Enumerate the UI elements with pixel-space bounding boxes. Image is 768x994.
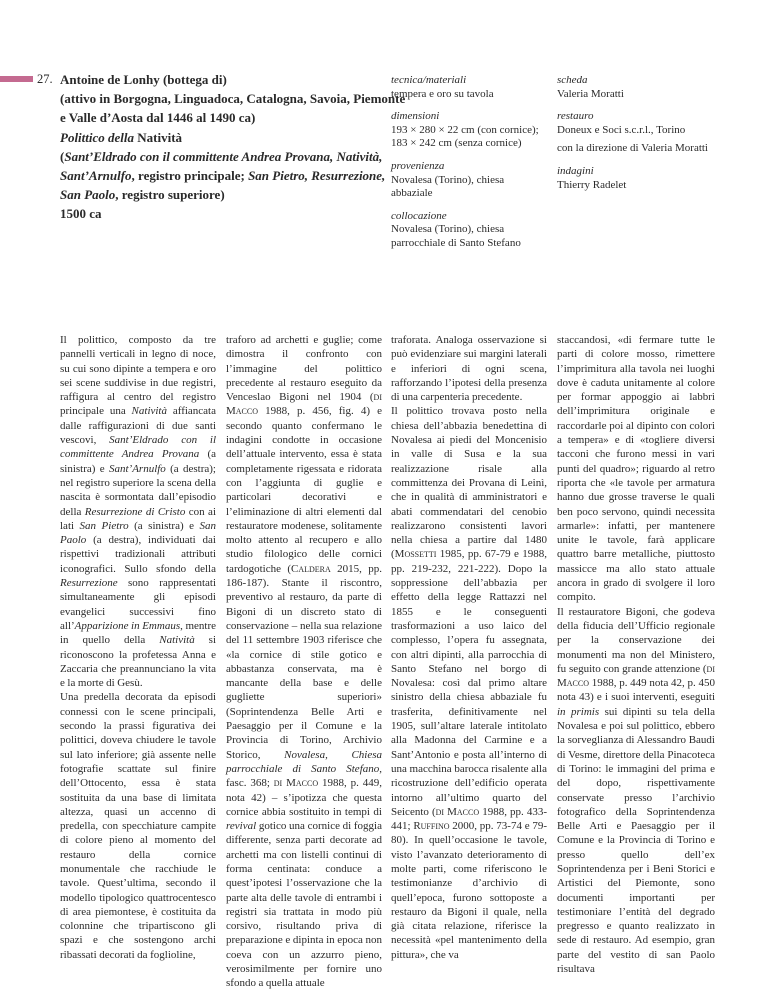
body-column-4 bbox=[557, 333, 715, 976]
body-column-1 bbox=[60, 333, 217, 961]
meta-label: restauro bbox=[557, 110, 594, 123]
metadata-column-left bbox=[391, 74, 541, 260]
meta-label: dimensioni bbox=[391, 110, 440, 123]
body-column-3 bbox=[391, 333, 547, 961]
artwork-title: Polittico della Natività bbox=[60, 129, 183, 145]
meta-entry-author bbox=[557, 74, 737, 101]
meta-label: provenienza bbox=[391, 159, 445, 172]
meta-value: 193 × 280 × 22 cm (con cornice); bbox=[391, 123, 539, 136]
meta-location bbox=[391, 210, 541, 251]
paragraph: staccandosi, «di fermare tutte le parti di colore mosso, rimettere l’imprimitura alla tavola nei luoghi dove è caduta unitamente al colore per formar appoggio ai labbri dell’imprimitura originale e raccordarle poi al dipinto con colori a tempera» e di «togliere diversi tacconi che furono messi in vari punti del quadro»; riguardo al retro riporta che «le tavole per armatura hanno due grosse traverse le quali ben poco servono, quindi necessita armarle»: infatti, per mantenere unite le tavole, farà applicare quattro barre metalliche, piuttosto massicce ma allo stato attuale ancora in grado di svolgere il loro compito. bbox=[557, 334, 715, 604]
paragraph: traforata. Analoga osservazione si può evidenziare sui margini laterali e inferiori di ogni scena, rafforzando l’ipotesi della presenza di una carpenteria precedente. bbox=[391, 334, 547, 404]
meta-value: Doneux e Soci s.c.r.l., Torino bbox=[557, 123, 686, 136]
meta-label: indagini bbox=[557, 164, 594, 177]
paragraph: Il polittico trovava posto nella chiesa dell’abbazia benedettina di Novalesa ai piedi del Moncenisio in valle di Susa e la sua realizzazione risale alla committenza dei Provana di Leinì, che in qualità di amministratori e abati commendatari del cenobio realizzarono consistenti lavori nella chiesa a partire dal 1480 (Mossetti 1985, pp. 67-79 e 1988, pp. 219-232, 221-222). Dopo la soppressione dell’abbazia per effetto della legge Rattazzi nel 1855 e le conseguenti trasformazioni a uso laico del complesso, l’opera fu assegnata, con altri dipinti, alla parrocchia di Santo Stefano nel borgo di Novalesa: così dal primo altare sinistro della chiesa abbaziale fu trasferita, definitivamente nel 1905, sull’altare laterale intitolato alla Madonna del Carmine e a Sant’Antonio e posta all’interno di una macchina barocca risalente alla ricostruzione dell’edificio operata intorno all’ultimo quarto del Seicento (di Macco 1988, pp. 433-441; Ruffino 2000, pp. 73-74 e 79-80). In quell’occasione le tavole, visto l’avanzato deterioramento di molte parti, come riferiscono le testimonianze d’archivio di quell’epoca, furono sottoposte a restauro da Bigoni il quale, nella già citata relazione, riferisce la necessità «pel mantenimento della pittura», che va bbox=[391, 405, 547, 961]
meta-value: tempera e oro su tavola bbox=[391, 87, 494, 100]
meta-label: collocazione bbox=[391, 209, 447, 222]
meta-value: parrocchiale di Santo Stefano bbox=[391, 236, 521, 249]
entry-heading bbox=[60, 70, 406, 224]
meta-value: Novalesa (Torino), chiesa abbaziale bbox=[391, 173, 505, 200]
meta-provenance bbox=[391, 160, 541, 201]
meta-note: con la direzione di Valeria Moratti bbox=[557, 142, 708, 155]
artwork-subjects-line-2: Sant’Arnulfo, registro principale; San Pietro, Resurrezione, bbox=[60, 168, 386, 184]
artist-activity-line-2: e Valle d’Aosta dal 1446 al 1490 ca) bbox=[60, 110, 256, 126]
body-column-2 bbox=[226, 333, 382, 990]
artwork-date: 1500 ca bbox=[60, 206, 102, 222]
meta-value: 183 × 242 cm (senza cornice) bbox=[391, 137, 522, 150]
meta-technique bbox=[391, 74, 541, 101]
entry-number: 27. bbox=[37, 72, 53, 86]
meta-value: Thierry Radelet bbox=[557, 178, 627, 191]
paragraph: Una predella decorata da episodi connessi con le scene principali, secondo la prassi figurativa dei polittici, doveva chiudere le tavole sul lato inferiore; già assente nelle fotografie scattate sul finire dell’Ottocento, essa è stata sostituita da una base di limitata altezza, quasi un accenno di predella, con specchiature campite di colore pieno al momento del restauro della cornice monumentale che racchiude le tavole. Quest’ultima, secondo il modello tipologico quattrocentesco di area piemontese, è costituita da colonnine che tripartiscono gli spazi e che sostengono archi ribassati decorati da foglioline, bbox=[60, 691, 216, 961]
meta-value: Novalesa (Torino), chiesa bbox=[391, 223, 505, 236]
paragraph: Il polittico, composto da tre pannelli verticali in legno di noce, su cui sono dipinte a tempera e oro sei scene suddivise in due registri, raffigura al centro del registro principale una Natività affiancata dalle raffigurazioni di due santi vescovi, Sant’Eldrado con il committente Andrea Provana (a sinistra) e Sant’Arnulfo (a destra); nel registro superiore la scena della nascita è sormontata dall’episodio della Resurrezione di Cristo con ai lati San Pietro (a sinistra) e San Paolo (a destra), individuati dai rispettivi tradizionali attributi iconografici. Sullo sfondo della Resurrezione sono rappresentati simultaneamente gli episodi evangelici successivi fino all’Apparizione in Emmaus, mentre in quello della Natività si riconoscono la profetessa Anna e Zaccaria che preannunciano la vita e la morte di Gesù. bbox=[60, 334, 217, 690]
artist-activity-line-1: (attivo in Borgogna, Linguadoca, Catalogna, Savoia, Piemonte bbox=[60, 91, 406, 107]
meta-restoration bbox=[557, 110, 737, 156]
metadata-column-right bbox=[557, 74, 737, 201]
artist-line: Antoine de Lonhy (bottega di) bbox=[60, 72, 227, 87]
meta-label: scheda bbox=[557, 74, 588, 86]
paragraph: traforo ad archetti e guglie; come dimostra il confronto con l’immagine del polittico precedente al restauro eseguito da Venceslao Bigoni nel 1904 (di Macco 1988, p. 456, fig. 4) e secondo quanto confermano le indagini condotte in occasione dell’attuale intervento, essa è stata completamente rigessata e ridorata con l’aggiunta di guglie e particolari decorativi e l’eliminazione di altri elementi dal restauratore modenese, solitamente molto attento al recupero e allo studio filologico delle cornici tardogotiche (Caldera 2015, pp. 186-187). Stante il riscontro, preventivo al restauro, da parte di Bigoni di un discreto stato di conservazione – nella sua relazione del 11 settembre 1903 riferisce che «la cornice di stile gotico e abbastanza conservata, ma è mancante della base e delle gugliette superiori» (Soprintendenza Belle Arti e Paesaggio per il Comune e la Provincia di Torino, Archivio Storico, Novalesa, Chiesa parrocchiale di Santo Stefano, fasc. 368; di Macco 1988, p. 449, nota 42) – s’ipotizza che questa cornice abbia sostituito in tempi di revival gotico una cornice di foggia differente, senza parti decorate ad archetti ma con listelli continui di forma centinata: conduce a quest’ipotesi l’osservazione che la parte alta delle tavole di entrambi i registri sia trattata in modo più corsivo, risultando priva di preparazione e dipinta in epoca non coeva con un azzurro pieno, verosimilmente per fornire uno sfondo a quella attuale bbox=[226, 334, 382, 990]
paragraph: Il restauratore Bigoni, che godeva della fiducia dell’Ufficio regionale per la conservazione dei monumenti ma non del Ministero, fu seguito con grande attenzione (di Macco 1988, p. 449 nota 42, p. 450 nota 43) e i suoi interventi, eseguiti in primis sui dipinti su tela della Novalesa e poi sul polittico, ebbero la sorveglianza di Alessandro Baudi di Vesme, direttore della Pinacoteca di Torino: le immagini del prima e del dopo, rispettivamente conservate presso l’archivio fotografico della Soprintendenza Belle Arti e Paesaggio per il Comune e la Provincia di Torino e presso quello dell’ex Soprintendenza per i Beni Storici e Artistici del Piemonte, sono documenti importanti per testimoniare l’entità del degrado pregresso e quanto realizzato in sede di restauro. Ad esempio, gran parte del vestito di san Paolo risultava bbox=[557, 605, 715, 976]
meta-label: tecnica/materiali bbox=[391, 74, 467, 86]
artwork-subjects-line-1: (Sant’Eldrado con il committente Andrea Provana, Natività, bbox=[60, 148, 383, 164]
meta-investigations bbox=[557, 165, 737, 192]
meta-dimensions bbox=[391, 110, 541, 151]
meta-value: Valeria Moratti bbox=[557, 87, 624, 100]
artwork-subjects-line-3: San Paolo, registro superiore) bbox=[60, 187, 225, 203]
accent-bar bbox=[0, 76, 33, 82]
